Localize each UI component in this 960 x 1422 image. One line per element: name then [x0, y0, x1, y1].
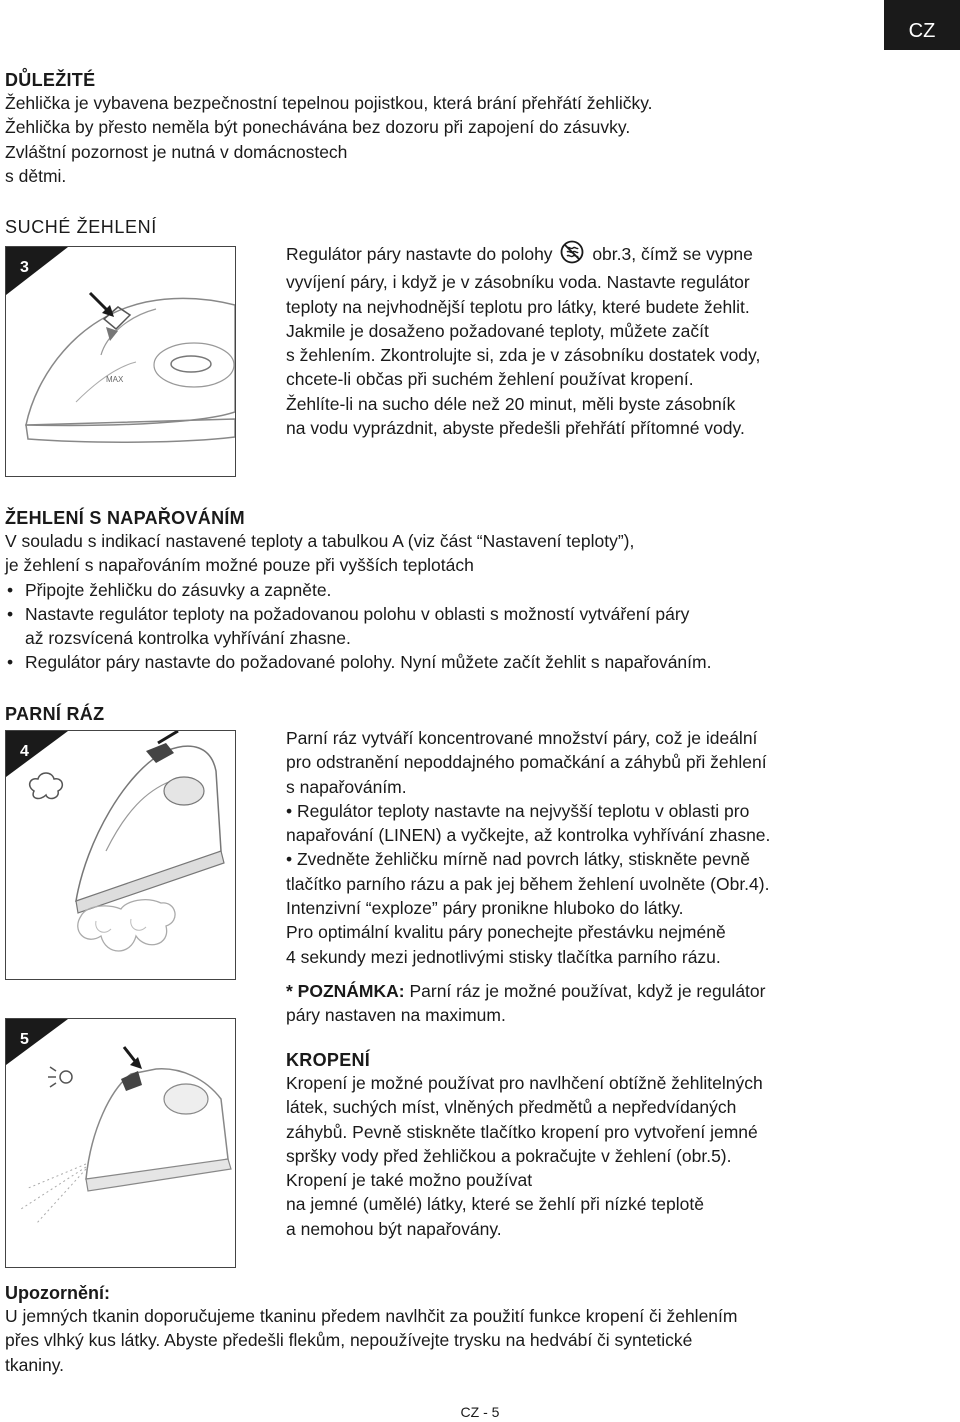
- dry-ironing-line: Jakmile je dosaženo požadované teploty, můžete začít: [286, 320, 709, 341]
- spray-line: a nemohou být napařovány.: [286, 1218, 502, 1239]
- dry-line-after-icon: obr.3, čímž se vypne: [592, 243, 753, 264]
- spray-line: záhybů. Pevně stiskněte tlačítko kropení pro vytvoření jemné: [286, 1121, 758, 1142]
- steam-burst-line: 4 sekundy mezi jednotlivými stisky tlačítka parního rázu.: [286, 946, 721, 967]
- steam-burst-line: napařování (LINEN) a vyčkejte, až kontrolka vyhřívání zhasne.: [286, 825, 771, 846]
- spray-line: na jemné (umělé) látky, které se žehlí při nízké teplotě: [286, 1194, 704, 1215]
- warning-title: Upozornění:: [5, 1283, 110, 1303]
- figure-3: [5, 246, 236, 477]
- steam-burst-text: [286, 726, 926, 1028]
- spray-line: Kropení je také možno používat: [286, 1170, 533, 1191]
- important-section: [5, 70, 875, 188]
- warning-line: U jemných tkanin doporučujeme tkaninu předem navlhčit za použití funkce kropení či žehlením: [5, 1306, 738, 1326]
- dry-ironing-line: na vodu vyprázdnit, abyste předešli přehřátí přítomné vody.: [286, 418, 745, 439]
- list-item: • Připojte žehličku do zásuvky a zapněte.: [5, 578, 905, 602]
- figure-number: 4: [20, 743, 29, 760]
- spray-line: spršky vody před žehličkou a pokračujte v žehlení (obr.5).: [286, 1145, 732, 1166]
- steam-burst-note-line: páry nastaven na maximum.: [286, 1005, 506, 1026]
- list-item: • Regulátor páry nastavte do požadované polohy. Nyní můžete začít žehlit s napařováním.: [5, 650, 905, 674]
- steam-burst-line: • Regulátor teploty nastavte na nejvyšší teplotu v oblasti pro: [286, 800, 750, 821]
- steam-ironing-line: V souladu s indikací nastavené teploty a tabulkou A (viz část “Nastavení teploty”),: [5, 531, 635, 551]
- steam-burst-line: pro odstranění nepoddajného pomačkání a záhybů při žehlení: [286, 752, 767, 773]
- warning-line: tkaniny.: [5, 1354, 65, 1375]
- page-number: CZ - 5: [460, 1404, 500, 1420]
- spray-section: [286, 1050, 926, 1241]
- dry-ironing-title: SUCHÉ ŽEHLENÍ: [5, 217, 157, 237]
- iron-dry-illustration: [6, 247, 235, 476]
- dry-ironing-text: [286, 240, 886, 440]
- steam-ironing-section: [5, 508, 905, 675]
- note-text: Parní ráz je možné používat, když je regulátor: [404, 980, 766, 1001]
- steam-burst-line: Intenzivní “exploze” páry pronikne hluboko do látky.: [286, 898, 684, 919]
- dry-ironing-first-line: [286, 240, 886, 270]
- steam-burst-line: s napařováním.: [286, 776, 407, 797]
- important-line: Žehlička by přesto neměla být ponechávána bez dozoru při zapojení do zásuvky.: [5, 117, 631, 138]
- figure-4: [5, 730, 236, 980]
- spray-title: KROPENÍ: [286, 1050, 371, 1070]
- spray-line: látek, suchých míst, vlněných předmětů a nepředvídaných: [286, 1097, 737, 1118]
- steam-burst-title: PARNÍ RÁZ: [5, 704, 105, 724]
- steam-burst-note: [286, 979, 926, 1003]
- warning-line: přes vlhký kus látky. Abyste předešli flekům, nepoužívejte trysku na hedvábí či syntetické: [5, 1330, 693, 1351]
- spray-line: Kropení je možné používat pro navlhčení obtížně žehlitelných: [286, 1073, 763, 1093]
- important-line: Zvláštní pozornost je nutná v domácnostech: [5, 141, 348, 162]
- dry-ironing-line: chcete-li občas při suchém žehlení používat kropení.: [286, 369, 694, 390]
- no-steam-icon: [559, 240, 585, 270]
- figure-5: [5, 1018, 236, 1268]
- steam-burst-line: Pro optimální kvalitu páry ponechejte přestávku nejméně: [286, 922, 726, 943]
- dry-ironing-line: s žehlením. Zkontrolujte si, zda je v zásobníku dostatek vody,: [286, 345, 761, 366]
- language-tab: CZ: [884, 0, 960, 50]
- steam-burst-line: tlačítko parního rázu a pak jej během žehlení uvolněte (Obr.4).: [286, 873, 770, 894]
- figure-number: 5: [20, 1031, 29, 1048]
- list-item: • Nastavte regulátor teploty na požadovanou polohu v oblasti s možností vytváření páry až rozsvícená kontrolka vyhřívání zhasne.: [5, 602, 905, 651]
- dry-ironing-line: teploty na nejvhodnější teplotu pro látky, které budete žehlit.: [286, 296, 750, 317]
- steam-burst-line: Parní ráz vytváří koncentrované množství páry, což je ideální: [286, 728, 758, 748]
- note-label: * POZNÁMKA:: [286, 980, 405, 1001]
- steam-ironing-line: je žehlení s napařováním možné pouze při vyšších teplotách: [5, 555, 474, 576]
- dry-ironing-line: Žehlíte-li na sucho déle než 20 minut, měli byste zásobník: [286, 393, 736, 414]
- figure-number: 3: [20, 259, 29, 276]
- steam-ironing-bullets: [5, 578, 905, 675]
- dry-ironing-line: vyvíjení páry, i když je v zásobníku voda. Nastavte regulátor: [286, 272, 750, 293]
- iron-steam-burst-illustration: [6, 731, 235, 979]
- svg-text:MAX: MAX: [106, 375, 124, 384]
- dry-line-before-icon: Regulátor páry nastavte do polohy: [286, 243, 553, 264]
- steam-burst-line: • Zvedněte žehličku mírně nad povrch látky, stiskněte pevně: [286, 849, 750, 870]
- warning-section: [5, 1283, 935, 1377]
- steam-ironing-title: ŽEHLENÍ S NAPAŘOVÁNÍM: [5, 508, 245, 528]
- iron-spray-illustration: [6, 1019, 235, 1267]
- important-title: DŮLEŽITÉ: [5, 70, 96, 90]
- important-line: Žehlička je vybavena bezpečnostní tepelnou pojistkou, která brání přehřátí žehličky.: [5, 93, 653, 113]
- important-line: s dětmi.: [5, 165, 67, 186]
